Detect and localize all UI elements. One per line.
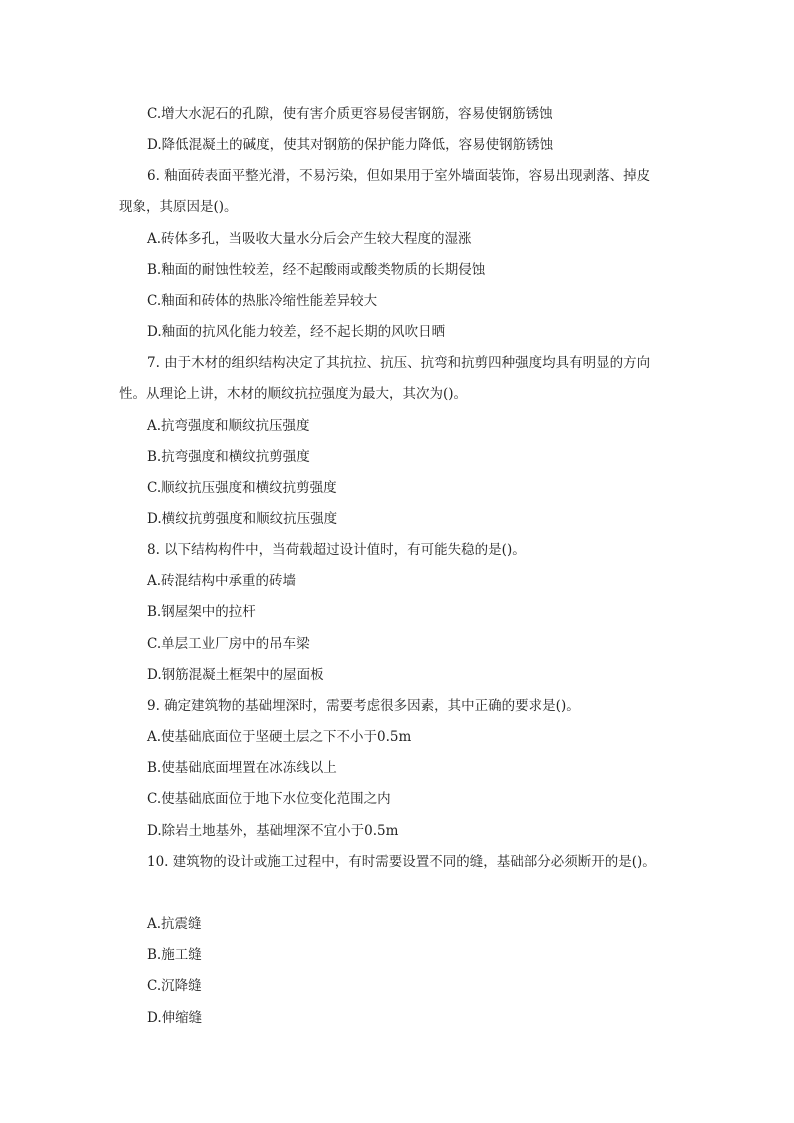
q8-option-b: B.钢屋架中的拉杆: [147, 604, 256, 620]
q7-option-a: A.抗弯强度和顺纹抗压强度: [147, 418, 310, 434]
q7-question-line1: 7. 由于木材的组织结构决定了其抗拉、抗压、抗弯和抗剪四种强度均具有明显的方向: [147, 355, 651, 371]
q8-option-a: A.砖混结构中承重的砖墙: [147, 573, 297, 589]
q10-option-b: B.施工缝: [147, 947, 202, 963]
q9-option-a: A.使基础底面位于坚硬土层之下不小于0.5m: [147, 729, 412, 745]
q6-option-b: B.釉面的耐蚀性较差，经不起酸雨或酸类物质的长期侵蚀: [147, 262, 486, 278]
q7-option-b: B.抗弯强度和横纹抗剪强度: [147, 449, 310, 465]
q5-option-d: D.降低混凝土的碱度，使其对钢筋的保护能力降低，容易使钢筋锈蚀: [147, 137, 554, 153]
q5-option-c: C.增大水泥石的孔隙，使有害介质更容易侵害钢筋，容易使钢筋锈蚀: [147, 106, 553, 122]
q10-option-d: D.伸缩缝: [147, 1010, 203, 1026]
q6-option-c: C.釉面和砖体的热胀冷缩性能差异较大: [147, 293, 378, 309]
q8-question-line1: 8. 以下结构构件中，当荷载超过设计值时，有可能失稳的是()。: [147, 542, 526, 558]
q10-question-line1: 10. 建筑物的设计或施工过程中，有时需要设置不同的缝，基础部分必须断开的是()。: [147, 854, 656, 870]
q6-option-d: D.釉面的抗风化能力较差，经不起长期的风吹日晒: [147, 324, 446, 340]
q6-question-line2: 现象，其原因是()。: [119, 199, 238, 215]
q6-option-a: A.砖体多孔，当吸收大量水分后会产生较大程度的湿涨: [147, 231, 472, 247]
q7-option-d: D.横纹抗剪强度和顺纹抗压强度: [147, 511, 338, 527]
q8-option-d: D.钢筋混凝土框架中的屋面板: [147, 667, 324, 683]
q7-option-c: C.顺纹抗压强度和横纹抗剪强度: [147, 480, 337, 496]
q10-option-a: A.抗震缝: [147, 916, 202, 932]
q10-option-c: C.沉降缝: [147, 978, 202, 994]
q9-option-b: B.使基础底面埋置在冰冻线以上: [147, 760, 337, 776]
q7-question-line2: 性。从理论上讲，木材的顺纹抗拉强度为最大，其次为()。: [119, 386, 468, 402]
q9-question-line1: 9. 确定建筑物的基础埋深时，需要考虑很多因素，其中正确的要求是()。: [147, 698, 580, 714]
q9-option-d: D.除岩土地基外，基础埋深不宜小于0.5m: [147, 823, 399, 839]
q9-option-c: C.使基础底面位于地下水位变化范围之内: [147, 791, 391, 807]
q8-option-c: C.单层工业厂房中的吊车梁: [147, 636, 310, 652]
q6-question-line1: 6. 釉面砖表面平整光滑，不易污染，但如果用于室外墙面装饰，容易出现剥落、掉皮: [147, 168, 651, 184]
